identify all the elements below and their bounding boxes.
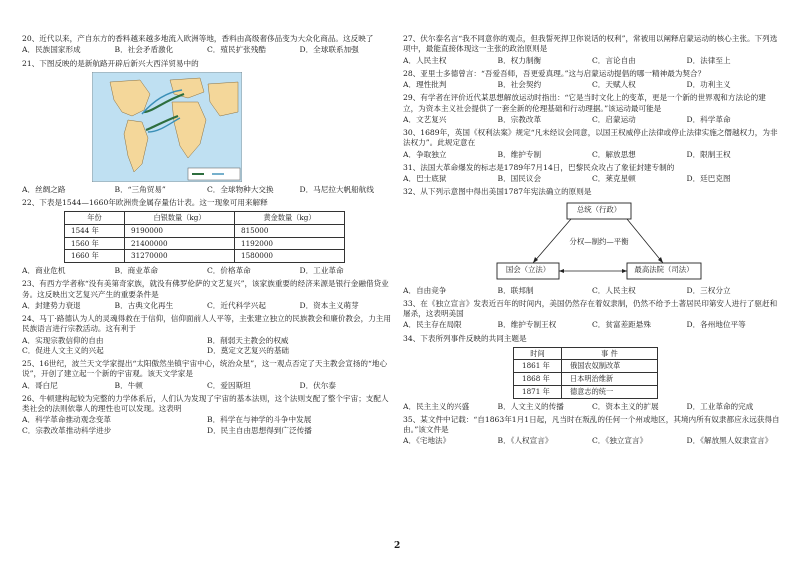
option-d: D．限制王权 — [686, 149, 731, 159]
options — [22, 185, 392, 195]
question-28 — [403, 69, 781, 91]
question-35 — [403, 415, 781, 447]
page-number: 2 — [394, 541, 401, 551]
options — [403, 174, 781, 184]
table-cell: 德意志的统一 — [562, 385, 658, 398]
option-b: B．《人权宣言》 — [497, 436, 553, 446]
question-stem: 26、牛顿建构起较为完整的力学体系后，人们认为发现了宇宙的基本法则，这个法则支配了整个宇宙；支配人类社会的法则依靠人的理性也可以发现。这表明 — [22, 393, 389, 414]
option-b: B．维护专制 — [497, 149, 542, 159]
option-d: D．各州地位平等 — [686, 320, 746, 330]
table-cell: 1660 年 — [65, 250, 125, 263]
trade-map-image — [92, 72, 242, 182]
table-cell: 日本明治维新 — [562, 373, 658, 386]
options — [22, 336, 392, 357]
question-stem: 35、某文件中记载：“自1863年1月1日起，凡当时在叛乱的任何一个州或地区，其境内所有奴隶都应永远获得自由。”该文件是 — [403, 414, 780, 435]
option-d: D．工业革命的完成 — [686, 401, 754, 411]
option-c: C．全球物种大交换 — [207, 184, 274, 194]
table-cell: 21400000 — [125, 237, 235, 250]
table-cell: 俄国农奴制改革 — [562, 360, 658, 373]
table-cell: 815000 — [235, 224, 345, 237]
options — [403, 402, 781, 412]
option-a: A．丝绸之路 — [22, 184, 66, 194]
precious-metal-table — [64, 211, 345, 263]
option-a: A．科学革命推动观念变革 — [22, 415, 112, 425]
table-row — [65, 237, 345, 250]
option-c: C．解放思想 — [592, 149, 636, 159]
option-d: D．《解放黑人奴隶宣言》 — [686, 436, 773, 446]
question-stem: 31、法国大革命爆发的标志是1789年7月14日，巴黎民众攻占了象征封建专制的 — [403, 162, 675, 172]
question-stem: 21、下图反映的是新航路开辟后新兴大西洋贸易中的 — [22, 58, 199, 68]
table-header: 事 件 — [562, 347, 658, 360]
diagram-judicial-box: 最高法院（司法） — [634, 264, 694, 274]
question-33 — [403, 299, 781, 331]
option-b: B．维护专制王权 — [497, 320, 557, 330]
question-20 — [22, 34, 392, 56]
question-34 — [403, 334, 781, 412]
table-header-row — [65, 212, 345, 225]
right-column — [403, 34, 781, 450]
options — [403, 115, 781, 125]
option-d: D．全球联系加强 — [299, 45, 359, 55]
option-d: D．法律至上 — [686, 55, 731, 65]
option-c: C．宗教改革推动科学进步 — [22, 425, 112, 435]
option-c: C．莱克星顿 — [592, 174, 636, 183]
option-a: A．封建势力衰退 — [22, 300, 81, 310]
options — [403, 56, 781, 66]
option-b: B．社会矛盾激化 — [114, 45, 174, 55]
option-b: B．科学在与神学的斗争中发展 — [207, 415, 312, 425]
table-cell: 31270000 — [125, 250, 235, 263]
options — [22, 301, 392, 311]
options — [403, 436, 781, 446]
option-d: D．科学革命 — [686, 114, 731, 124]
table-row — [65, 224, 345, 237]
option-c: C．爱因斯坦 — [207, 380, 251, 390]
question-30 — [403, 128, 781, 160]
option-d: D．功利主义 — [686, 80, 731, 89]
option-b: B．国民议会 — [497, 174, 542, 183]
table-row — [514, 385, 658, 398]
question-26 — [22, 394, 392, 436]
option-d: D．民主自由思想得到广泛传播 — [207, 425, 312, 435]
table-header: 黄金数量（kg） — [235, 212, 345, 225]
table-header-row — [514, 347, 658, 360]
left-column — [22, 34, 392, 439]
option-d: D．马尼拉大帆船航线 — [299, 184, 374, 194]
table-cell: 1580000 — [235, 250, 345, 263]
question-stem: 23、有西方学者称“没有美第奇家族，就没有佛罗伦萨的文艺复兴”，该家族重要的经济来源是银行金融借贷业务。这反映出文艺复兴产生的重要条件是 — [22, 279, 389, 299]
question-32 — [403, 187, 781, 296]
options — [403, 286, 781, 296]
option-a: A．巴士底狱 — [403, 174, 447, 183]
table-cell: 1192000 — [235, 237, 345, 250]
option-c: C．《独立宣言》 — [592, 436, 648, 446]
option-d: D．资本主义萌芽 — [299, 300, 359, 310]
options — [403, 80, 781, 90]
option-a: A．《宅地法》 — [403, 436, 451, 446]
question-22 — [22, 198, 392, 276]
option-b: B．人文主义的传播 — [497, 401, 564, 411]
table-header: 年份 — [65, 212, 125, 225]
question-stem: 20、近代以来，产自东方的香料越来越多地流入欧洲等地，香料由高级奢侈品变为大众化商品。这反映了 — [22, 34, 374, 43]
option-d: D．伏尔泰 — [299, 380, 336, 390]
option-c: C．人民主权 — [592, 285, 636, 295]
option-c: C．启蒙运动 — [592, 114, 636, 124]
table-header: 白银数量（kg） — [125, 212, 235, 225]
question-stem: 30、1689年，英国《权利法案》规定“凡未经议会同意，以国王权威停止法律或停止法律实施之僭越权力，为非法权力”。此规定意在 — [403, 128, 778, 148]
option-c: C．近代科学兴起 — [207, 300, 266, 310]
options — [22, 381, 392, 391]
options — [22, 415, 392, 436]
option-b: B．社会契约 — [497, 80, 542, 89]
option-a: A．哥白尼 — [22, 380, 58, 390]
diagram-legislative-box: 国会（立法） — [505, 264, 551, 274]
question-stem: 29、有学者在评价近代某思想解放运动时指出：“它是当时文化上的变革，更是一个新的世界观和方法论的建立，为资本主义社会提供了一套全新的伦理基础和行动理据。”该运动最可能是 — [403, 93, 766, 113]
option-a: A．自由竞争 — [403, 285, 447, 295]
diagram-executive-box: 总统（行政） — [576, 204, 622, 214]
option-b: B．权力制衡 — [497, 55, 542, 65]
question-stem: 34、下表所列事件反映的共同主题是 — [403, 333, 527, 343]
option-c: C．价格革命 — [207, 266, 251, 276]
option-b: B．“三角贸易” — [114, 184, 166, 194]
option-d: D．廷巴克图 — [686, 174, 731, 183]
option-a: A．民族国家形成 — [22, 45, 81, 55]
question-24 — [22, 314, 392, 356]
option-b: B．古典文化再生 — [114, 300, 174, 310]
question-stem: 33、在《独立宣言》发表近百年的时间内，美国仍然存在着奴隶制，仍然不给予土著居民印第安人进行了驱赶和屠杀，这表明美国 — [403, 298, 778, 318]
option-a: A．理性批判 — [403, 80, 447, 89]
option-c: C．天赋人权 — [592, 80, 636, 89]
question-stem: 25、16世纪，波兰天文学家提出“太阳傲然坐镇宇宙中心，统治众星”，这一观点否定了天主教会宣扬的“地心说”，开创了建立起一个新的宇宙观。该天文学家是 — [22, 359, 388, 379]
table-cell: 1560 年 — [65, 237, 125, 250]
question-stem: 27、伏尔泰名言“我不同意你的观点，但我誓死捍卫你说话的权利”，常被用以阐释启蒙运动的核心主张。下列选项中，最能直接体现这一主张的政治原则是 — [403, 34, 778, 54]
options — [403, 320, 781, 330]
options — [22, 45, 392, 55]
option-a: A．民主存在局限 — [403, 320, 462, 330]
question-21 — [22, 59, 392, 196]
option-c: C．贫富差距悬殊 — [592, 320, 651, 330]
option-b: B．宗教改革 — [497, 114, 542, 124]
option-c: C．资本主义的扩展 — [592, 401, 659, 411]
option-c: C．言论自由 — [592, 55, 636, 65]
options — [403, 150, 781, 160]
question-31 — [403, 163, 781, 185]
question-29 — [403, 93, 781, 125]
option-d: D．奠定文艺复兴的基础 — [207, 345, 290, 355]
option-a: A．文艺复兴 — [403, 114, 447, 124]
question-23 — [22, 279, 392, 311]
question-stem: 22、下表是1544—1660年欧洲贵金属存量估计表。这一现象可用来解释 — [22, 198, 268, 207]
option-a: A．人民主权 — [403, 55, 447, 65]
table-row — [514, 360, 658, 373]
option-a: A．商业危机 — [22, 266, 66, 276]
table-cell: 1544 年 — [65, 224, 125, 237]
separation-of-powers-diagram — [493, 201, 703, 283]
option-a: A．争取独立 — [403, 149, 447, 159]
table-cell: 1861 年 — [514, 360, 562, 373]
question-stem: 28、亚里士多德曾言：“吾爱吾师，吾更爱真理。”这与启蒙运动提倡的哪一精神最为契合？ — [403, 68, 706, 78]
table-row — [514, 373, 658, 386]
diagram-center-label: 分权—制约—平衡 — [569, 236, 629, 246]
option-b: B．商业革命 — [114, 266, 159, 276]
option-c: C．殖民扩张残酷 — [207, 45, 266, 55]
table-row — [65, 250, 345, 263]
option-c: C．促进人文主义的兴起 — [22, 345, 104, 355]
table-cell: 1871 年 — [514, 385, 562, 398]
table-cell: 9190000 — [125, 224, 235, 237]
question-stem: 32、从下列示意图中得出美国1787年宪法确立的原则是 — [403, 187, 592, 197]
question-stem: 24、马丁·路德认为人的灵魂得救在于信仰，信仰面前人人平等，主张建立独立的民族教会和廉价教会，力主用民族语言进行宗教活动。这有利于 — [22, 314, 391, 334]
option-b: B．牛顿 — [114, 380, 143, 390]
option-b: B．削弱天主教会的权威 — [207, 335, 289, 345]
table-header: 时间 — [514, 347, 562, 360]
option-b: B．联邦制 — [497, 285, 534, 295]
options — [22, 266, 392, 276]
option-a: A．民主主义的兴盛 — [403, 401, 470, 411]
question-27 — [403, 34, 781, 66]
events-table — [513, 347, 658, 399]
option-d: D．工业革命 — [299, 266, 344, 276]
table-cell: 1868 年 — [514, 373, 562, 386]
option-d: D．三权分立 — [686, 285, 731, 295]
question-25 — [22, 359, 392, 391]
option-a: A．实现宗教信仰的自由 — [22, 335, 104, 345]
